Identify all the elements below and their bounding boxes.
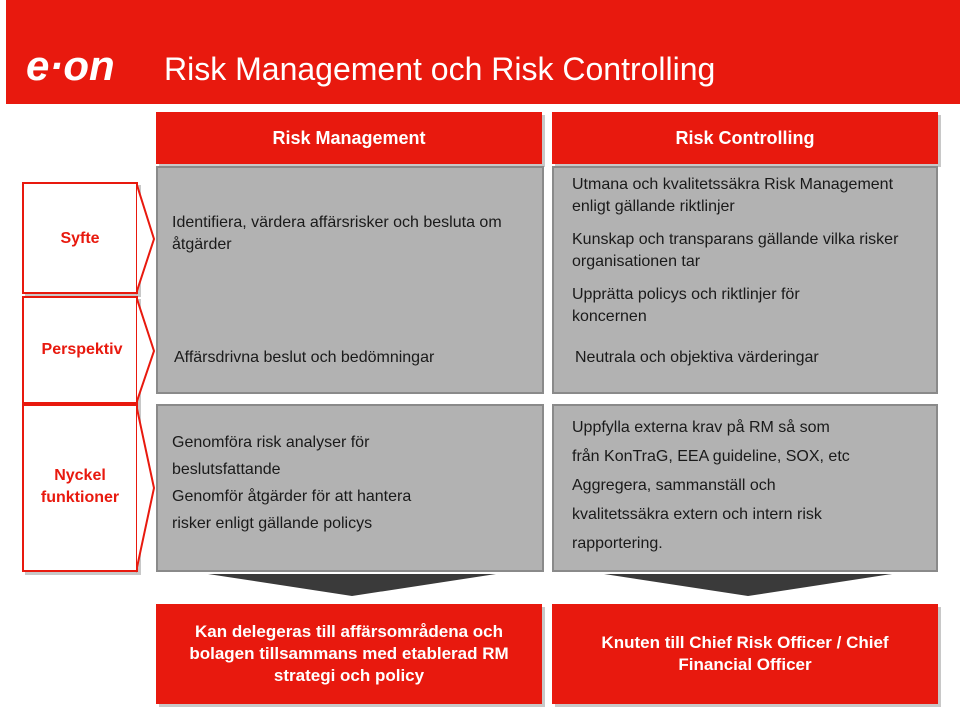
rm-nyckel-line-2: beslutsfattande [172, 461, 281, 478]
bottom-box-cro: Knuten till Chief Risk Officer / Chief Financial Officer [552, 604, 938, 704]
rm-nyckel-line-1: Genomföra risk analyser för [172, 434, 370, 451]
row-tab-nyckel-pointer [136, 404, 156, 574]
rc-syfte-item-2: Kunskap och transparans gällande vilka risker organisationen tar [572, 231, 899, 270]
rc-syfte-item-3: Upprätta policys och riktlinjer för koncernen [572, 286, 800, 325]
page-title: Risk Management och Risk Controlling [164, 51, 716, 87]
rc-nyckel-line-5: rapportering. [572, 535, 663, 552]
rc-perspektiv-text: Neutrala och objektiva värderingar [575, 349, 819, 366]
rc-nyckel-list [572, 413, 932, 558]
rm-nyckel-line-4: risker enligt gällande policys [172, 515, 373, 532]
rc-nyckel-line-1: Uppfylla externa krav på RM så som [572, 419, 830, 436]
row-label-syfte: Syfte [60, 230, 100, 247]
rm-nyckel-list [172, 429, 532, 537]
row-label-perspektiv: Perspektiv [41, 341, 123, 358]
rc-nyckel-line-4: kvalitetssäkra extern och intern risk [572, 506, 822, 523]
rc-nyckel-line-2: från KonTraG, EEA guideline, SOX, etc [572, 448, 850, 465]
column-header-risk-management: Risk Management [156, 112, 542, 164]
logo-text: e·on [26, 44, 115, 89]
bottom-box-delegation: Kan delegeras till affärsområdena och bolagen tillsammans med etablerad RM strategi och policy [156, 604, 542, 704]
rm-perspektiv-text: Affärsdrivna beslut och bedömningar [174, 349, 435, 366]
rc-syfte-item-1: Utmana och kvalitetssäkra Risk Management enligt gällande riktlinjer [572, 176, 894, 215]
rm-syfte-text: Identifiera, värdera affärsrisker och besluta om åtgärder [172, 214, 502, 253]
row-tab-syfte-pointer [136, 182, 156, 296]
column-header-risk-controlling: Risk Controlling [552, 112, 938, 164]
rc-nyckel-line-3: Aggregera, sammanställ och [572, 477, 776, 494]
left-down-arrow [206, 572, 500, 598]
rm-nyckel-line-3: Genomför åtgärder för att hantera [172, 488, 412, 505]
row-label-nyckel [22, 465, 138, 509]
right-down-arrow [602, 572, 896, 598]
row-label-nyckel-line1: Nyckel [54, 467, 106, 484]
eon-logo [26, 44, 150, 90]
row-label-nyckel-line2: funktioner [40, 489, 120, 506]
